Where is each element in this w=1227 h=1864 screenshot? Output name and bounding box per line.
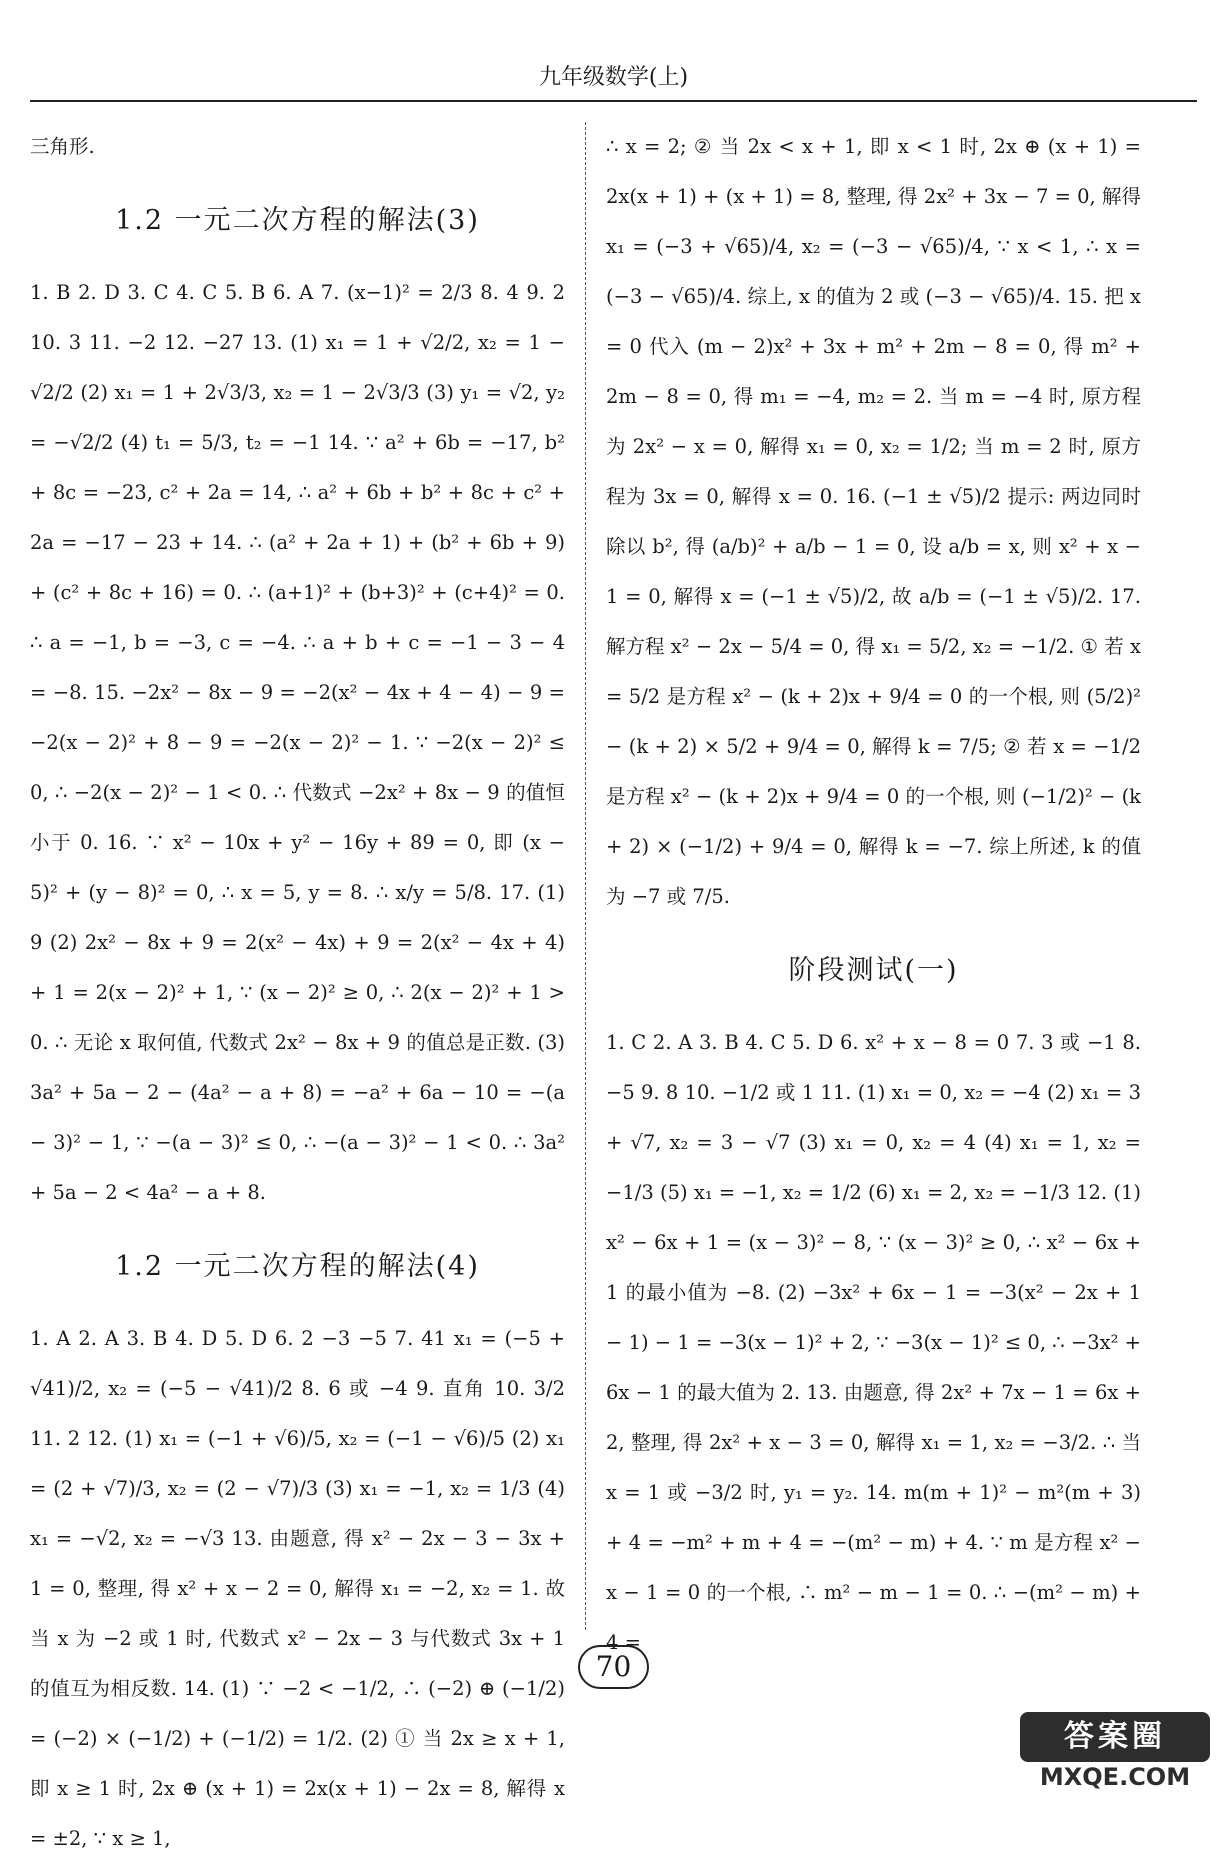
right-column [606,122,1141,1654]
answers-continued: ∴ x = 2; ② 当 2x < x + 1, 即 x < 1 时, 2x ⊕ (x + 1) = 2x(x + 1) + (x + 1) = 8, 整理, 得 2x² + 3x − 7 = 0, 解得 x₁ = (−3 + √65)/4, x₂ = (−3 − √65)/4, ∵ x < 1, ∴ x = (−3 − √65)/4. 综上, x 的值为 2 或 (−3 − √65)/4. 15. 把 x = 0 代入 (m − 2)x² + 3x + m² + 2m − 8 = 0, 得 m² + 2m − 8 = 0, 得 m₁ = −4, m₂ = 2. 当 m = −4 时, 原方程为 2x² − x = 0, 解得 x₁ = 0, x₂ = 1/2; 当 m = 2 时, 原方程为 3x = 0, 解得 x = 0. 16. (−1 ± √5)/2 提示: 两边同时除以 b², 得 (a/b)² + a/b − 1 = 0, 设 a/b = x, 则 x² + x − 1 = 0, 解得 x = (−1 ± √5)/2, 故 a/b = (−1 ± √5)/2. 17. 解方程 x² − 2x − 5/4 = 0, 得 x₁ = 5/2, x₂ = −1/2. ① 若 x = 5/2 是方程 x² − (k + 2)x + 9/4 = 0 的一个根, 则 (5/2)² − (k + 2) × 5/2 + 9/4 = 0, 解得 k = 7/5; ② 若 x = −1/2 是方程 x² − (k + 2)x + 9/4 = 0 的一个根, 则 (−1/2)² − (k + 2) × (−1/2) + 9/4 = 0, 解得 k = −7. 综上所述, k 的值为 −7 或 7/5. [606,135,1141,908]
running-header: 九年级数学(上) [538,65,689,90]
answers-1-2-3: 1. B 2. D 3. C 4. C 5. B 6. A 7. (x−1)² = 2/3 8. 4 9. 2 10. 3 11. −2 12. −27 13. (1) x₁ = 1 + √2/2, x₂ = 1 − √2/2 (2) x₁ = 1 + 2√3/3, x₂ = 1 − 2√3/3 (3) y₁ = √2, y₂ = −√2/2 (4) t₁ = 5/3, t₂ = −1 14. ∵ a² + 6b = −17, b² + 8c = −23, c² + 2a = 14, ∴ a² + 6b + b² + 8c + c² + 2a = −17 − 23 + 14. ∴ (a² + 2a + 1) + (b² + 6b + 9) + (c² + 8c + 16) = 0. ∴ (a+1)² + (b+3)² + (c+4)² = 0. ∴ a = −1, b = −3, c = −4. ∴ a + b + c = −1 − 3 − 4 = −8. 15. −2x² − 8x − 9 = −2(x² − 4x + 4 − 4) − 9 = −2(x − 2)² + 8 − 9 = −2(x − 2)² − 1. ∵ −2(x − 2)² ≤ 0, ∴ −2(x − 2)² − 1 < 0. ∴ 代数式 −2x² + 8x − 9 的值恒小于 0. 16. ∵ x² − 10x + y² − 16y + 89 = 0, 即 (x − 5)² + (y − 8)² = 0, ∴ x = 5, y = 8. ∴ x/y = 5/8. 17. (1) 9 (2) 2x² − 8x + 9 = 2(x² − 4x) + 9 = 2(x² − 4x + 4) + 1 = 2(x − 2)² + 1, ∵ (x − 2)² ≥ 0, ∴ 2(x − 2)² + 1 > 0. ∴ 无论 x 取何值, 代数式 2x² − 8x + 9 的值总是正数. (3) 3a² + 5a − 2 − (4a² − a + 8) = −a² + 6a − 10 = −(a − 3)² − 1, ∵ −(a − 3)² ≤ 0, ∴ −(a − 3)² − 1 < 0. ∴ 3a² + 5a − 2 < 4a² − a + 8. [30,281,565,1204]
intro-text: 三角形. [30,135,95,158]
column-divider [585,122,586,1630]
answers-stage-test: 1. C 2. A 3. B 4. C 5. D 6. x² + x − 8 = 0 7. 3 或 −1 8. −5 9. 8 10. −1/2 或 1 11. (1) x₁ = 0, x₂ = −4 (2) x₁ = 3 + √7, x₂ = 3 − √7 (3) x₁ = 0, x₂ = 4 (4) x₁ = 1, x₂ = −1/3 (5) x₁ = −1, x₂ = 1/2 (6) x₁ = 2, x₂ = −1/3 12. (1) x² − 6x + 1 = (x − 3)² − 8, ∵ (x − 3)² ≥ 0, ∴ x² − 6x + 1 的最小值为 −8. (2) −3x² + 6x − 1 = −3(x² − 2x + 1 − 1) − 1 = −3(x − 1)² + 2, ∵ −3(x − 1)² ≤ 0, ∴ −3x² + 6x − 1 的最大值为 2. 13. 由题意, 得 2x² + 7x − 1 = 6x + 2, 整理, 得 2x² + x − 3 = 0, 解得 x₁ = 1, x₂ = −3/2. ∴ 当 x = 1 或 −3/2 时, y₁ = y₂. 14. m(m + 1)² − m²(m + 3) + 4 = −m² + m + 4 = −(m² − m) + 4. ∵ m 是方程 x² − x − 1 = 0 的一个根, ∴ m² − m − 1 = 0. ∴ −(m² − m) + 4 = [606,1031,1141,1654]
section-title-1-2-3: 1.2 一元二次方程的解法(3) [115,205,480,236]
watermark-logo [1020,1712,1210,1792]
page-number [0,1645,1227,1689]
section-title-1-2-4: 1.2 一元二次方程的解法(4) [115,1251,480,1282]
header-rule [30,100,1197,102]
answers-1-2-4: 1. A 2. A 3. B 4. D 5. D 6. 2 −3 −5 7. 41 x₁ = (−5 + √41)/2, x₂ = (−5 − √41)/2 8. 6 或 −4 9. 直角 10. 3/2 11. 2 12. (1) x₁ = (−1 + √6)/5, x₂ = (−1 − √6)/5 (2) x₁ = (2 + √7)/3, x₂ = (2 − √7)/3 (3) x₁ = −1, x₂ = 1/3 (4) x₁ = −√2, x₂ = −√3 13. 由题意, 得 x² − 2x − 3 − 3x + 1 = 0, 整理, 得 x² + x − 2 = 0, 解得 x₁ = −2, x₂ = 1. 故当 x 为 −2 或 1 时, 代数式 x² − 2x − 3 与代数式 3x + 1 的值互为相反数. 14. (1) ∵ −2 < −1/2, ∴ (−2) ⊕ (−1/2) = (−2) × (−1/2) + (−1/2) = 1/2. (2) ① 当 2x ≥ x + 1, 即 x ≥ 1 时, 2x ⊕ (x + 1) = 2x(x + 1) − 2x = 8, 解得 x = ±2, ∵ x ≥ 1, [30,1327,565,1850]
section-title-stage-test: 阶段测试(一) [788,955,959,986]
page-number-badge: 70 [578,1645,650,1689]
watermark-logo-top: 答案圈 [1020,1712,1210,1762]
watermark-logo-url: MXQE.COM [1039,1763,1191,1791]
left-column [30,122,565,1850]
